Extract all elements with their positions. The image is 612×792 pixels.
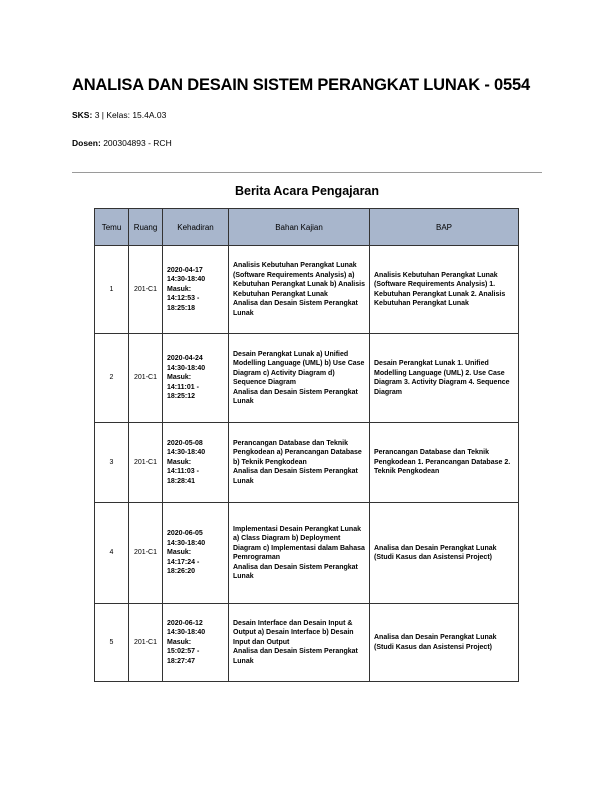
masuk-time: 14:12:53 - (167, 295, 200, 303)
masuk-label: Masuk: (167, 549, 192, 557)
masuk-label: Masuk: (167, 374, 192, 382)
masuk-time: 14:17:24 - (167, 558, 200, 566)
section-title: Berita Acara Pengajaran (234, 184, 380, 198)
kehadiran-cell (163, 503, 229, 604)
header-bap: BAP (370, 209, 519, 246)
table-row (95, 334, 519, 423)
bahan-kajian-cell: Desain Perangkat Lunak a) Unified Modelling Language (UML) b) Use Case Diagram c) Activity Diagram d) Sequence Diagram Analisa dan Desain Sistem Perangkat Lunak (229, 334, 370, 423)
keluar-time: 18:25:18 (167, 304, 196, 312)
kehadiran-cell (163, 246, 229, 334)
kehadiran-cell (163, 423, 229, 503)
dosen-value: 200304893 - RCH (103, 138, 172, 148)
tanggal: 2020-06-05 (167, 530, 203, 538)
header-kehadiran: Kehadiran (163, 209, 229, 246)
course-title: ANALISA DAN DESAIN SISTEM PERANGKAT LUNAK - 0554 (72, 76, 530, 94)
header-temu: Temu (95, 209, 129, 246)
temu-cell: 3 (95, 423, 129, 503)
table-row (95, 604, 519, 682)
temu-cell: 1 (95, 246, 129, 334)
temu-cell: 2 (95, 334, 129, 423)
keluar-time: 18:25:12 (167, 393, 196, 401)
keluar-time: 18:26:20 (167, 568, 196, 576)
sks-value: 3 | Kelas: 15.4A.03 (94, 110, 167, 120)
table-row (95, 423, 519, 503)
table-row (95, 503, 519, 604)
jam: 14:30-18:40 (167, 539, 206, 547)
tanggal: 2020-05-08 (167, 439, 203, 447)
tanggal: 2020-04-17 (167, 266, 203, 274)
temu-cell: 4 (95, 503, 129, 604)
sks-kelas-line (72, 110, 166, 120)
ruang-cell: 201-C1 (129, 334, 163, 423)
keluar-time: 18:27:47 (167, 657, 196, 665)
jam: 14:30-18:40 (167, 449, 206, 457)
kehadiran-cell (163, 334, 229, 423)
masuk-time: 14:11:03 - (167, 468, 199, 476)
header-bahan-kajian: Bahan Kajian (229, 209, 370, 246)
bap-cell: Analisis Kebutuhan Perangkat Lunak (Software Requirements Analysis) 1. Kebutuhan Perangkat Lunak 2. Analisis Kebutuhan Perangkat Lunak (370, 246, 519, 334)
masuk-time: 14:11:01 - (167, 383, 199, 391)
jam: 14:30-18:40 (167, 364, 206, 372)
ruang-cell: 201-C1 (129, 604, 163, 682)
jam: 14:30-18:40 (167, 276, 206, 284)
bap-cell: Analisa dan Desain Perangkat Lunak (Studi Kasus dan Asistensi Project) (370, 604, 519, 682)
jam: 14:30-18:40 (167, 629, 206, 637)
bahan-kajian-cell: Implementasi Desain Perangkat Lunak a) Class Diagram b) Deployment Diagram c) Implementasi dalam Bahasa Pemrograman Analisa dan Desain Sistem Perangkat Lunak (229, 503, 370, 604)
temu-cell: 5 (95, 604, 129, 682)
tanggal: 2020-06-12 (167, 619, 203, 627)
masuk-label: Masuk: (167, 285, 192, 293)
table-row (95, 246, 519, 334)
header-ruang: Ruang (129, 209, 163, 246)
dosen-label: Dosen: (72, 138, 101, 148)
dosen-line (72, 138, 172, 148)
masuk-label: Masuk: (167, 638, 192, 646)
ruang-cell: 201-C1 (129, 503, 163, 604)
masuk-time: 15:02:57 - (167, 648, 200, 656)
bap-cell: Analisa dan Desain Perangkat Lunak (Studi Kasus dan Asistensi Project) (370, 503, 519, 604)
table-header-row (95, 209, 519, 246)
divider (72, 172, 542, 173)
ruang-cell: 201-C1 (129, 246, 163, 334)
berita-acara-table (94, 208, 519, 682)
bahan-kajian-cell: Perancangan Database dan Teknik Pengkodean a) Perancangan Database b) Teknik Pengkodean Analisa dan Desain Sistem Perangkat Lunak (229, 423, 370, 503)
sks-label: SKS: (72, 110, 93, 120)
bap-cell: Perancangan Database dan Teknik Pengkodean 1. Perancangan Database 2. Teknik Pengkodean (370, 423, 519, 503)
bap-cell: Desain Perangkat Lunak 1. Unified Modelling Language (UML) 2. Use Case Diagram 3. Activity Diagram 4. Sequence Diagram (370, 334, 519, 423)
bahan-kajian-cell: Desain Interface dan Desain Input & Output a) Desain Interface b) Desain Input dan Output Analisa dan Desain Sistem Perangkat Lunak (229, 604, 370, 682)
tanggal: 2020-04-24 (167, 355, 203, 363)
keluar-time: 18:28:41 (167, 477, 196, 485)
kehadiran-cell (163, 604, 229, 682)
bahan-kajian-cell: Analisis Kebutuhan Perangkat Lunak (Software Requirements Analysis) a) Kebutuhan Perangkat Lunak b) Analisis Kebutuhan Perangkat Lunak Analisa dan Desain Sistem Perangkat Lunak (229, 246, 370, 334)
masuk-label: Masuk: (167, 458, 192, 466)
ruang-cell: 201-C1 (129, 423, 163, 503)
